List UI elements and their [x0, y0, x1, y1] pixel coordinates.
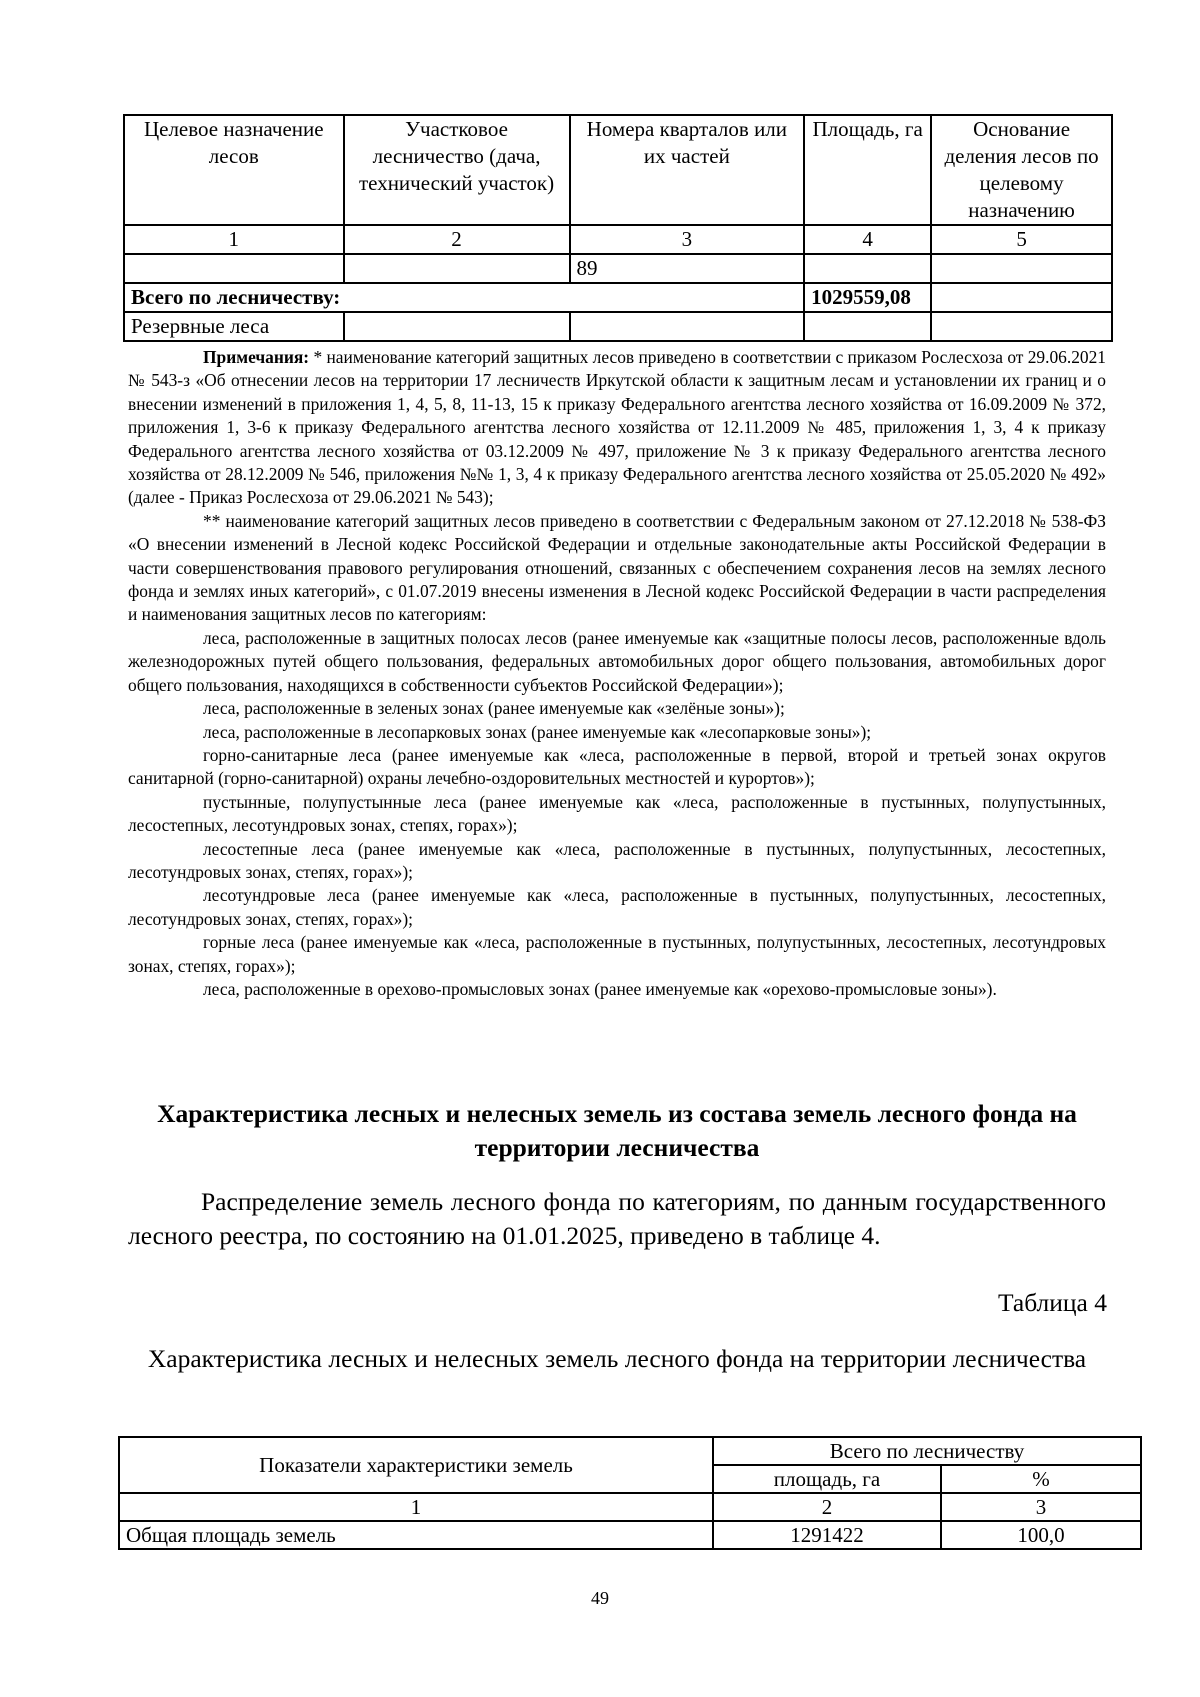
- col-number: 3: [941, 1493, 1141, 1521]
- col-number: 5: [931, 225, 1112, 254]
- header-quarters: Номера кварталов или их частей: [570, 115, 805, 225]
- note-item: леса, расположенные в зеленых зонах (ранее именуемые как «зелёные зоны»);: [203, 698, 785, 719]
- note-item: лесостепные леса (ранее именуемые как «леса, расположенные в пустынных, полупустынных, лесостепных, лесотундровых зонах, степях, горах»);: [128, 838, 1106, 882]
- header-indicators: Показатели характеристики земель: [119, 1437, 713, 1493]
- table-cell: [804, 312, 931, 341]
- header-basis: Основание деления лесов по целевому назначению: [931, 115, 1112, 225]
- table-cell: [931, 283, 1112, 312]
- table4-title: Характеристика лесных и нелесных земель лесного фонда на территории лесничества: [147, 1344, 1087, 1373]
- header-district: Участковое лесничество (дача, технический участок): [344, 115, 570, 225]
- note-item: горно-санитарные леса (ранее именуемые как «леса, расположенные в первой, второй и третьей зонах округов санитарной (горно-санитарной) охраны лечебно-оздоровительных местностей и курортов»);: [128, 744, 1106, 789]
- header-purpose: Целевое назначение лесов: [124, 115, 344, 225]
- total-area: 1029559,08: [804, 283, 931, 312]
- col-number: 1: [119, 1493, 713, 1521]
- column-number-row: [124, 225, 1112, 254]
- col-number: 3: [570, 225, 805, 254]
- note-item: горные леса (ранее именуемые как «леса, расположенные в пустынных, полупустынных, лесостепных, лесотундровых зонах, степях, горах»);: [128, 932, 1106, 976]
- note-1: [128, 346, 1106, 510]
- header-area: площадь, га: [713, 1465, 941, 1493]
- header-area: Площадь, га: [804, 115, 931, 225]
- table-cell: [931, 312, 1112, 341]
- note-item: пустынные, полупустынные леса (ранее именуемые как «леса, расположенные в пустынных, полупустынных, лесостепных, лесотундровых зонах, степях, горах»);: [128, 791, 1106, 836]
- intro-paragraph: Распределение земель лесного фонда по категориям, по данным государственного лесного реестра, по состоянию на 01.01.2025, приведено в таблице 4.: [128, 1187, 1106, 1250]
- note-item: лесотундровые леса (ранее именуемые как «леса, расположенные в пустынных, полупустынных, лесостепных, лесотундровых зонах, степях, горах»);: [128, 885, 1106, 929]
- table-cell: [570, 312, 805, 341]
- table-number: Таблица 4: [997, 1288, 1107, 1317]
- total-label: Всего по лесничеству:: [124, 283, 804, 312]
- table-cell: [931, 254, 1112, 283]
- section-heading: Характеристика лесных и нелесных земель из состава земель лесного фонда на территории лесничества: [157, 1099, 1077, 1162]
- note-1-text: * наименование категорий защитных лесов приведено в соответствии с приказом Рослесхоза от 29.06.2021 № 543-з «Об отнесении лесов на территории 17 лесничеств Иркутской области к защитным лесам и установлении их границ и о внесении изменений в приложения 1, 4, 5, 8, 11-13, 15 к приказу Федерального агентства лесного хозяйства от 16.09.2009 № 372, приложения 1, 3-6 к приказу Федерального агентства лесного хозяйства от 12.11.2009 № 485, приложения 1, 3, 4 к приказу Федерального агентства лесного хозяйства от 03.12.2009 № 497, приложение № 3 к приказу Федерального агентства лесного хозяйства от 28.12.2009 № 546, приложения №№ 1, 3, 4 к приказу Федерального агентства лесного хозяйства от 25.05.2020 № 492» (далее - Приказ Рослесхоза от 29.06.2021 № 543);: [128, 347, 1106, 508]
- row-label: Общая площадь земель: [119, 1521, 713, 1549]
- col-number: 1: [124, 225, 344, 254]
- notes-block: [128, 346, 1106, 1001]
- note-2: ** наименование категорий защитных лесов приведено в соответствии с Федеральным законом от 27.12.2018 № 538-ФЗ «О внесении изменений в Лесной кодекс Российской Федерации и отдельные законодательные акты Российской Федерации в части совершенствования правового регулирования отношений, связанных с обеспечением сохранения лесов на землях лесного фонда и землях иных категорий», с 01.07.2019 внесены изменения в Лесной кодекс Российской Федерации в части распределения и наименования защитных лесов по категориям:: [128, 510, 1106, 625]
- reserve-label: Резервные леса: [124, 312, 344, 341]
- forest-purpose-table: [123, 114, 1113, 342]
- header-total: Всего по лесничеству: [713, 1437, 1141, 1465]
- table-row: [119, 1521, 1141, 1549]
- reserve-row: [124, 312, 1112, 341]
- table-cell: [344, 254, 570, 283]
- column-number-row: [119, 1493, 1141, 1521]
- quarter-cell: 89: [570, 254, 805, 283]
- note-item: леса, расположенные в лесопарковых зонах (ранее именуемые как «лесопарковые зоны»);: [203, 721, 872, 742]
- col-number: 2: [713, 1493, 941, 1521]
- note-item: леса, расположенные в защитных полосах лесов (ранее именуемые как «защитные полосы лесов, расположенные вдоль железнодорожных путей общего пользования, федеральных автомобильных дорог общего пользования, автомобильных дорог общего пользования, находящихся в собственности субъектов Российской Федерации»);: [128, 627, 1106, 695]
- page-number: 49: [591, 1588, 609, 1608]
- table-header-row: [119, 1437, 1141, 1465]
- table-header-row: [124, 115, 1112, 225]
- note-item: леса, расположенные в орехово-промысловых зонах (ранее именуемые как «орехово-промысловые зоны»).: [203, 978, 997, 999]
- notes-label: Примечания:: [203, 347, 310, 367]
- table-cell: [804, 254, 931, 283]
- row-percent: 100,0: [941, 1521, 1141, 1549]
- row-area: 1291422: [713, 1521, 941, 1549]
- table-row: [124, 254, 1112, 283]
- table-cell: [124, 254, 344, 283]
- header-percent: %: [941, 1465, 1141, 1493]
- col-number: 2: [344, 225, 570, 254]
- land-characteristics-table: [118, 1436, 1142, 1550]
- table-cell: [344, 312, 570, 341]
- total-row: [124, 283, 1112, 312]
- col-number: 4: [804, 225, 931, 254]
